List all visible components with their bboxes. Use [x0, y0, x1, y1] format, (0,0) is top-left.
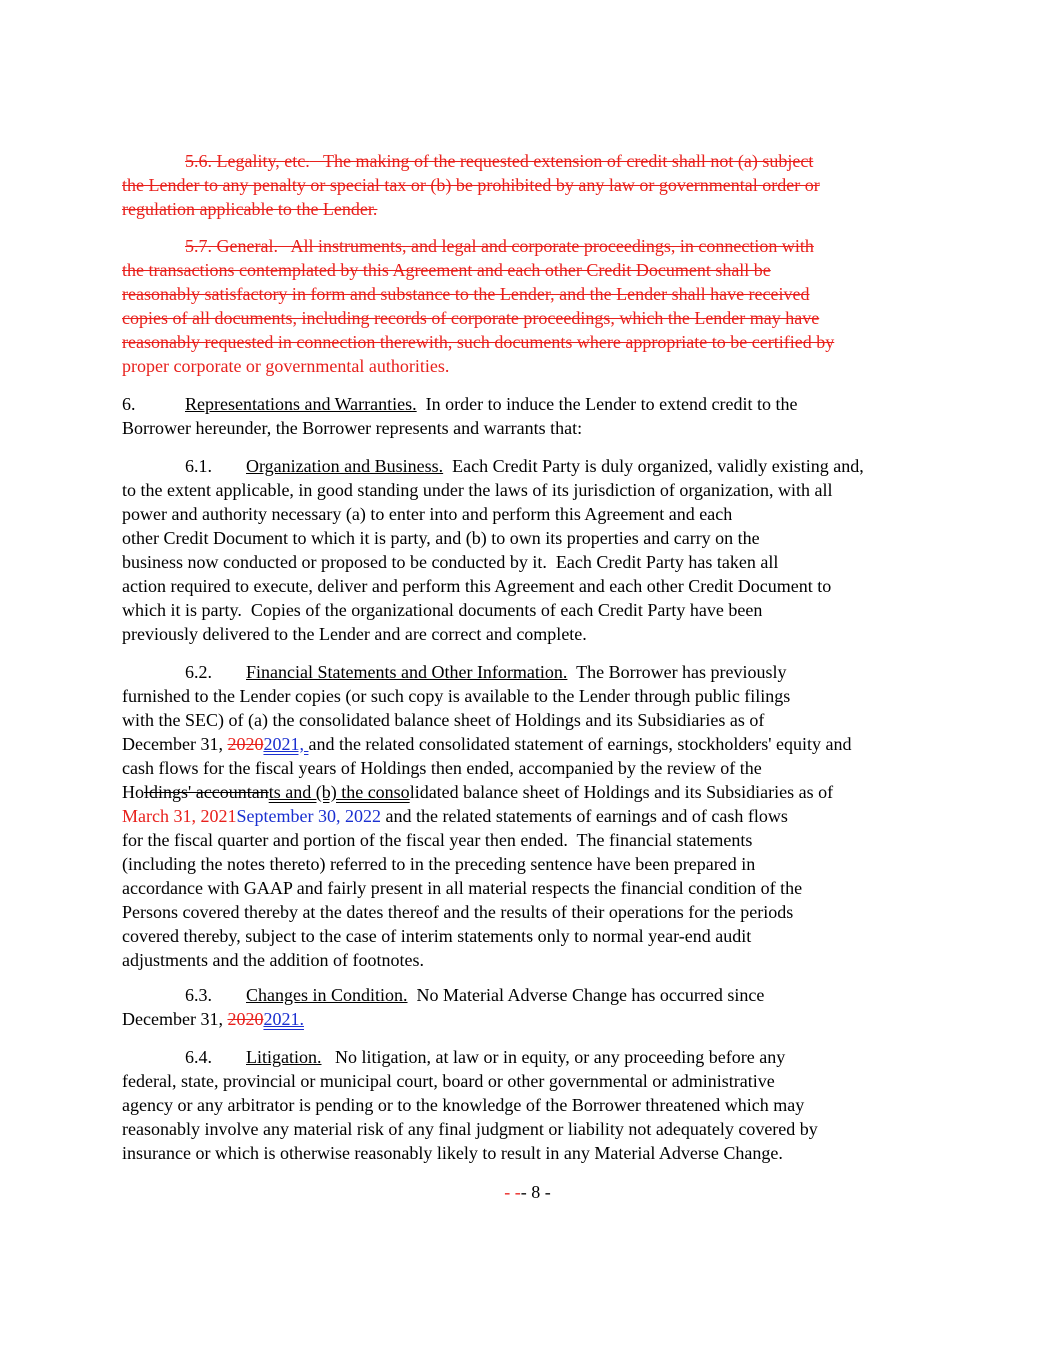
inserted-text: ts and (b) the conso — [268, 782, 410, 802]
section-6-2-line-7 — [122, 804, 788, 828]
paragraph-text: December 31, — [122, 734, 228, 754]
section-5-7-line-6: proper corporate or governmental authorities. — [122, 356, 450, 376]
section-5-7-line-5: reasonably requested in connection therewith, such documents where appropriate to be certified by — [122, 332, 835, 352]
paragraph-text: The making of the requested extension of credit shall not (a) subject — [309, 151, 814, 171]
deleted-date: March 31, 2021 — [122, 806, 237, 826]
section-heading: Legality, etc. — [216, 151, 310, 171]
section-5-7-line-4: copies of all documents, including records of corporate proceedings, which the Lender may have — [122, 308, 820, 328]
section-6-3-line-2 — [122, 1007, 304, 1031]
section-number: 6.3. — [185, 985, 212, 1005]
section-6-4-line-4: reasonably involve any material risk of any final judgment or liability not adequately covered by — [122, 1119, 818, 1139]
section-6-4-line-2: federal, state, provincial or municipal court, board or other governmental or administrative — [122, 1071, 775, 1091]
page-number-text: - 8 - — [520, 1182, 551, 1202]
section-6-1-line-4: other Credit Document to which it is party, and (b) to own its properties and carry on the — [122, 528, 760, 548]
section-5-7-line-2: the transactions contemplated by this Agreement and each other Credit Document shall be — [122, 260, 771, 280]
section-heading: Litigation. — [246, 1047, 322, 1067]
section-heading: Financial Statements and Other Information. — [246, 662, 568, 682]
section-5-6-line-3: regulation applicable to the Lender. — [122, 199, 378, 219]
section-number: 6.1. — [185, 456, 212, 476]
section-6-1-line-2: to the extent applicable, in good standing under the laws of its jurisdiction of organization, with all — [122, 480, 833, 500]
section-heading: Representations and Warranties. — [185, 394, 417, 414]
section-5-7-line-1 — [185, 234, 814, 258]
deleted-text: 2020 — [227, 1009, 264, 1029]
paragraph-text: and the related consolidated statement of earnings, stockholders' equity and — [308, 734, 852, 754]
section-6-2-line-10: accordance with GAAP and fairly present in all material respects the financial condition of the — [122, 878, 803, 898]
inserted-text: 2021, — [263, 734, 309, 754]
page-number — [0, 1180, 1055, 1204]
section-6-2-line-4 — [122, 732, 852, 756]
section-6-2-line-9: (including the notes thereto) referred to in the preceding sentence have been prepared in — [122, 854, 756, 874]
section-number: 5.7. — [185, 236, 217, 256]
section-heading: General. — [216, 236, 278, 256]
section-6-1-line-1 — [185, 454, 864, 478]
section-6-1-line-6: action required to execute, deliver and perform this Agreement and each other Credit Document to — [122, 576, 832, 596]
paragraph-text: In order to induce the Lender to extend credit to the — [416, 394, 798, 414]
section-number: 6. — [122, 394, 136, 414]
paragraph-text: The Borrower has previously — [567, 662, 787, 682]
paragraph-text: lidated balance sheet of Holdings and its Subsidiaries as of — [409, 782, 834, 802]
inserted-date: September 30, 2022 — [236, 806, 381, 826]
deleted-page-mark: - - — [504, 1182, 521, 1202]
section-heading: Organization and Business. — [246, 456, 444, 476]
paragraph-text: No litigation, at law or in equity, or any proceeding before any — [321, 1047, 786, 1067]
paragraph-text: and the related statements of earnings and of cash flows — [380, 806, 788, 826]
section-6-2-line-11: Persons covered thereby at the dates thereof and the results of their operations for the periods — [122, 902, 794, 922]
section-5-6-line-1 — [185, 149, 813, 173]
section-6-2-line-6 — [122, 780, 833, 804]
deleted-text: ldings' accountan — [144, 782, 269, 802]
deleted-text: 2020 — [227, 734, 264, 754]
section-6-2-line-2: furnished to the Lender copies (or such copy is available to the Lender through public filings — [122, 686, 791, 706]
section-5-7-line-3: reasonably satisfactory in form and substance to the Lender, and the Lender shall have received — [122, 284, 810, 304]
section-6-4-line-1 — [185, 1045, 785, 1069]
section-6-2-line-1 — [185, 660, 787, 684]
section-6-1-line-3: power and authority necessary (a) to enter into and perform this Agreement and each — [122, 504, 733, 524]
section-6-2-line-8: for the fiscal quarter and portion of the fiscal year then ended. The financial statements — [122, 830, 753, 850]
section-6-2-line-12: covered thereby, subject to the case of interim statements only to normal year-end audit — [122, 926, 752, 946]
section-6-2-line-5: cash flows for the fiscal years of Holdings then ended, accompanied by the review of the — [122, 758, 762, 778]
paragraph-text: No Material Adverse Change has occurred since — [407, 985, 765, 1005]
section-6-1-line-5: business now conducted or proposed to be conducted by it. Each Credit Party has taken all — [122, 552, 779, 572]
paragraph-text: Each Credit Party is duly organized, validly existing and, — [443, 456, 864, 476]
section-number: 5.6. — [185, 151, 217, 171]
section-6-line-2: Borrower hereunder, the Borrower represents and warrants that: — [122, 418, 583, 438]
section-6-2-line-3: with the SEC) of (a) the consolidated balance sheet of Holdings and its Subsidiaries as of — [122, 710, 765, 730]
paragraph-text: All instruments, and legal and corporate proceedings, in connection with — [277, 236, 814, 256]
section-6-line-1 — [122, 392, 798, 416]
inserted-text: 2021. — [263, 1009, 304, 1029]
section-5-6-line-2: the Lender to any penalty or special tax or (b) be prohibited by any law or governmental order or — [122, 175, 820, 195]
section-6-2-line-13: adjustments and the addition of footnotes. — [122, 950, 424, 970]
section-6-3-line-1 — [185, 983, 764, 1007]
section-number: 6.4. — [185, 1047, 212, 1067]
paragraph-text: Ho — [122, 782, 144, 802]
section-6-4-line-3: agency or any arbitrator is pending or to the knowledge of the Borrower threatened which may — [122, 1095, 805, 1115]
section-number: 6.2. — [185, 662, 212, 682]
section-6-1-line-8: previously delivered to the Lender and are correct and complete. — [122, 624, 587, 644]
section-6-1-line-7: which it is party. Copies of the organizational documents of each Credit Party have been — [122, 600, 763, 620]
paragraph-text: December 31, — [122, 1009, 228, 1029]
section-heading: Changes in Condition. — [246, 985, 408, 1005]
section-6-4-line-5: insurance or which is otherwise reasonably likely to result in any Material Adverse Change. — [122, 1143, 783, 1163]
